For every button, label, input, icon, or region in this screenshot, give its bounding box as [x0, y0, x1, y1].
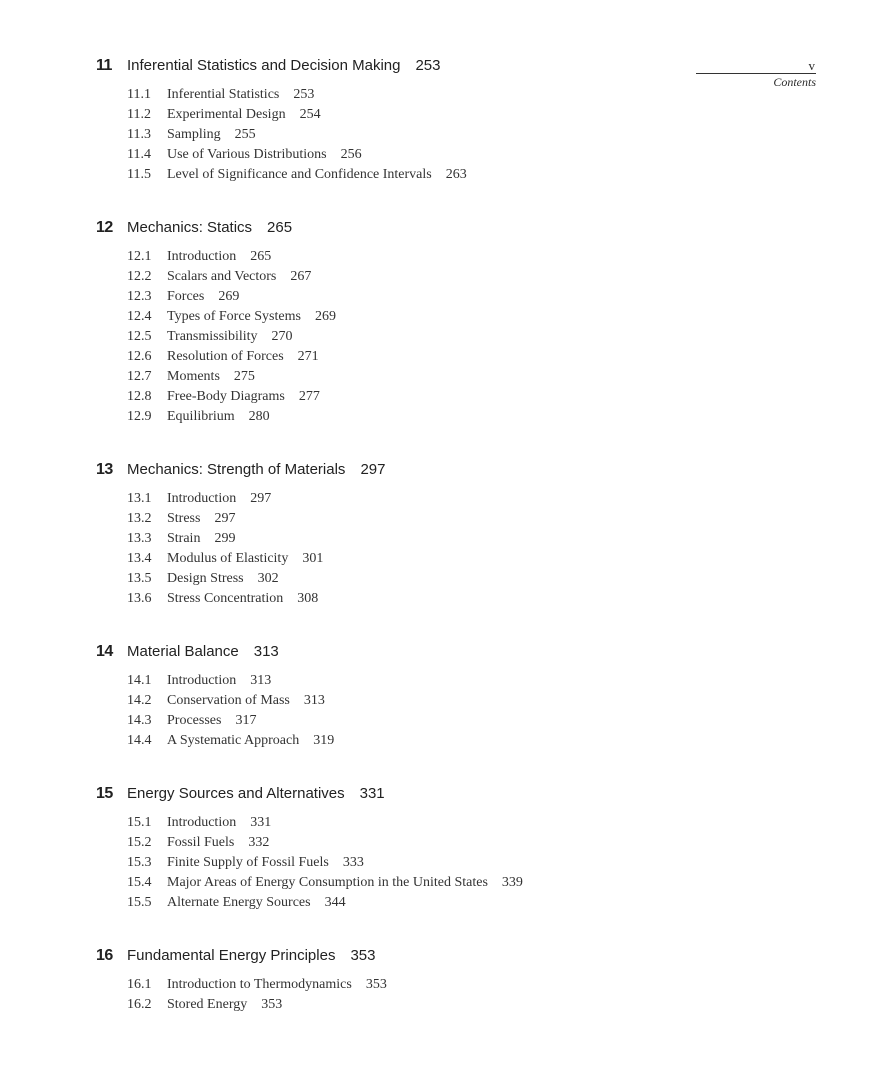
section-number: 13.6	[127, 591, 152, 606]
toc-entry[interactable]	[127, 997, 716, 1017]
chapter-heading[interactable]	[96, 785, 716, 805]
section-number: 11.3	[127, 127, 151, 142]
section-list	[96, 977, 716, 1017]
toc-entry[interactable]	[127, 389, 716, 409]
section-page-number: 353	[261, 997, 283, 1012]
section-page-number: 269	[218, 289, 240, 304]
chapter-title: Fundamental Energy Principles	[127, 947, 336, 964]
toc-entry[interactable]	[127, 571, 716, 591]
section-page-number: 353	[365, 977, 387, 992]
section-number: 13.1	[127, 491, 152, 506]
chapter-title: Energy Sources and Alternatives	[127, 785, 345, 802]
section-page-number: 275	[233, 369, 255, 384]
section-title: Moments	[167, 369, 220, 384]
section-title: Introduction	[167, 249, 237, 264]
section-number: 11.2	[127, 107, 151, 122]
section-title: Use of Various Distributions	[167, 147, 327, 162]
toc-entry[interactable]	[127, 249, 716, 269]
toc-entry[interactable]	[127, 409, 716, 429]
section-title: Fossil Fuels	[167, 835, 235, 850]
section-number: 13.5	[127, 571, 152, 586]
toc-entry[interactable]	[127, 511, 716, 531]
chapter-heading[interactable]	[96, 461, 716, 481]
section-title: A Systematic Approach	[167, 733, 300, 748]
section-title: Inferential Statistics	[167, 87, 280, 102]
section-page-number: 302	[257, 571, 279, 586]
toc-entry[interactable]	[127, 127, 716, 147]
toc-entry[interactable]	[127, 977, 716, 997]
section-list	[96, 87, 716, 187]
toc-entry[interactable]	[127, 895, 716, 915]
section-list	[96, 673, 716, 753]
toc-entry[interactable]	[127, 551, 716, 571]
section-number: 12.8	[127, 389, 152, 404]
toc-entry[interactable]	[127, 693, 716, 713]
section-list	[96, 249, 716, 429]
section-title: Equilibrium	[167, 409, 235, 424]
section-number: 14.4	[127, 733, 152, 748]
section-page-number: 339	[501, 875, 523, 890]
chapter-number: 14	[96, 643, 113, 660]
toc-entry[interactable]	[127, 309, 716, 329]
chapter-heading[interactable]	[96, 57, 716, 77]
toc-entry[interactable]	[127, 591, 716, 611]
toc-entry[interactable]	[127, 531, 716, 551]
toc-entry[interactable]	[127, 835, 716, 855]
section-title: Introduction	[167, 815, 237, 830]
section-page-number: 271	[297, 349, 319, 364]
toc-entry[interactable]	[127, 107, 716, 127]
section-title: Introduction to Thermodynamics	[167, 977, 352, 992]
toc-entry[interactable]	[127, 349, 716, 369]
section-page-number: 319	[313, 733, 335, 748]
toc-entry[interactable]	[127, 329, 716, 349]
toc-entry[interactable]	[127, 147, 716, 167]
toc-entry[interactable]	[127, 289, 716, 309]
toc-entry[interactable]	[127, 491, 716, 511]
chapter-number: 16	[96, 947, 113, 964]
toc-entry[interactable]	[127, 713, 716, 733]
section-number: 13.3	[127, 531, 152, 546]
section-title: Conservation of Mass	[167, 693, 290, 708]
chapter-title: Mechanics: Strength of Materials	[127, 461, 346, 478]
chapter-number: 11	[96, 57, 112, 74]
section-title: Major Areas of Energy Consumption in the United States	[167, 875, 488, 890]
section-page-number: 331	[250, 815, 272, 830]
section-page-number: 313	[303, 693, 325, 708]
chapter-number: 12	[96, 219, 113, 236]
section-number: 15.5	[127, 895, 152, 910]
section-page-number: 254	[299, 107, 321, 122]
section-number: 15.3	[127, 855, 152, 870]
chapter-title: Inferential Statistics and Decision Making	[127, 57, 401, 74]
section-list	[96, 815, 716, 915]
section-page-number: 308	[297, 591, 319, 606]
section-title: Introduction	[167, 673, 237, 688]
section-title: Finite Supply of Fossil Fuels	[167, 855, 329, 870]
section-title: Transmissibility	[167, 329, 258, 344]
chapter-11	[96, 57, 716, 187]
chapter-14	[96, 643, 716, 753]
section-number: 12.9	[127, 409, 152, 424]
chapter-number: 13	[96, 461, 113, 478]
section-number: 15.4	[127, 875, 152, 890]
section-number: 12.6	[127, 349, 152, 364]
section-title: Scalars and Vectors	[167, 269, 277, 284]
section-list	[96, 491, 716, 611]
chapter-heading[interactable]	[96, 643, 716, 663]
section-number: 12.1	[127, 249, 152, 264]
section-number: 11.5	[127, 167, 151, 182]
section-number: 11.4	[127, 147, 151, 162]
section-page-number: 333	[342, 855, 364, 870]
section-page-number: 280	[248, 409, 270, 424]
chapter-page-number: 313	[253, 643, 279, 660]
section-title: Level of Significance and Confidence Intervals	[167, 167, 432, 182]
section-number: 11.1	[127, 87, 151, 102]
chapter-13	[96, 461, 716, 611]
section-title: Sampling	[167, 127, 221, 142]
chapter-heading[interactable]	[96, 947, 716, 967]
section-number: 16.2	[127, 997, 152, 1012]
section-title: Introduction	[167, 491, 237, 506]
section-page-number: 313	[250, 673, 272, 688]
section-page-number: 277	[298, 389, 320, 404]
toc-entry[interactable]	[127, 855, 716, 875]
section-number: 14.3	[127, 713, 152, 728]
chapter-number: 15	[96, 785, 113, 802]
section-title: Free-Body Diagrams	[167, 389, 285, 404]
section-page-number: 297	[214, 511, 236, 526]
section-page-number: 344	[324, 895, 346, 910]
table-of-contents	[96, 57, 716, 1049]
toc-entry[interactable]	[127, 815, 716, 835]
section-page-number: 317	[235, 713, 257, 728]
section-title: Stored Energy	[167, 997, 248, 1012]
section-page-number: 332	[248, 835, 270, 850]
chapter-page-number: 297	[360, 461, 386, 478]
section-number: 16.1	[127, 977, 152, 992]
toc-entry[interactable]	[127, 369, 716, 389]
section-title: Processes	[167, 713, 222, 728]
section-title: Modulus of Elasticity	[167, 551, 289, 566]
section-page-number: 270	[271, 329, 293, 344]
section-number: 12.3	[127, 289, 152, 304]
section-page-number: 253	[293, 87, 315, 102]
section-page-number: 256	[340, 147, 362, 162]
section-number: 13.2	[127, 511, 152, 526]
toc-entry[interactable]	[127, 733, 716, 753]
section-page-number: 255	[234, 127, 256, 142]
chapter-15	[96, 785, 716, 915]
section-title: Design Stress	[167, 571, 244, 586]
page-number: v	[808, 58, 815, 73]
toc-entry[interactable]	[127, 269, 716, 289]
chapter-16	[96, 947, 716, 1017]
toc-entry[interactable]	[127, 673, 716, 693]
section-page-number: 301	[302, 551, 324, 566]
chapter-page-number: 265	[267, 219, 293, 236]
chapter-heading[interactable]	[96, 219, 716, 239]
section-title: Resolution of Forces	[167, 349, 284, 364]
section-number: 12.5	[127, 329, 152, 344]
chapter-12	[96, 219, 716, 429]
section-page-number: 299	[214, 531, 236, 546]
toc-entry[interactable]	[127, 87, 716, 107]
section-page-number: 263	[445, 167, 467, 182]
chapter-page-number: 331	[359, 785, 385, 802]
chapter-page-number: 253	[415, 57, 441, 74]
section-number: 13.4	[127, 551, 152, 566]
section-number: 12.2	[127, 269, 152, 284]
chapter-title: Material Balance	[127, 643, 239, 660]
section-title: Experimental Design	[167, 107, 286, 122]
section-title: Stress	[167, 511, 201, 526]
section-title: Stress Concentration	[167, 591, 284, 606]
section-page-number: 297	[250, 491, 272, 506]
section-number: 15.2	[127, 835, 152, 850]
section-number: 15.1	[127, 815, 152, 830]
chapter-page-number: 353	[350, 947, 376, 964]
section-number: 14.2	[127, 693, 152, 708]
toc-entry[interactable]	[127, 167, 716, 187]
section-page-number: 265	[250, 249, 272, 264]
section-title: Strain	[167, 531, 201, 546]
section-number: 14.1	[127, 673, 152, 688]
toc-entry[interactable]	[127, 875, 716, 895]
section-page-number: 267	[290, 269, 312, 284]
running-head-section: Contents	[773, 75, 816, 89]
section-number: 12.7	[127, 369, 152, 384]
chapter-title: Mechanics: Statics	[127, 219, 253, 236]
section-number: 12.4	[127, 309, 152, 324]
section-page-number: 269	[314, 309, 336, 324]
section-title: Alternate Energy Sources	[167, 895, 311, 910]
section-title: Forces	[167, 289, 205, 304]
section-title: Types of Force Systems	[167, 309, 301, 324]
